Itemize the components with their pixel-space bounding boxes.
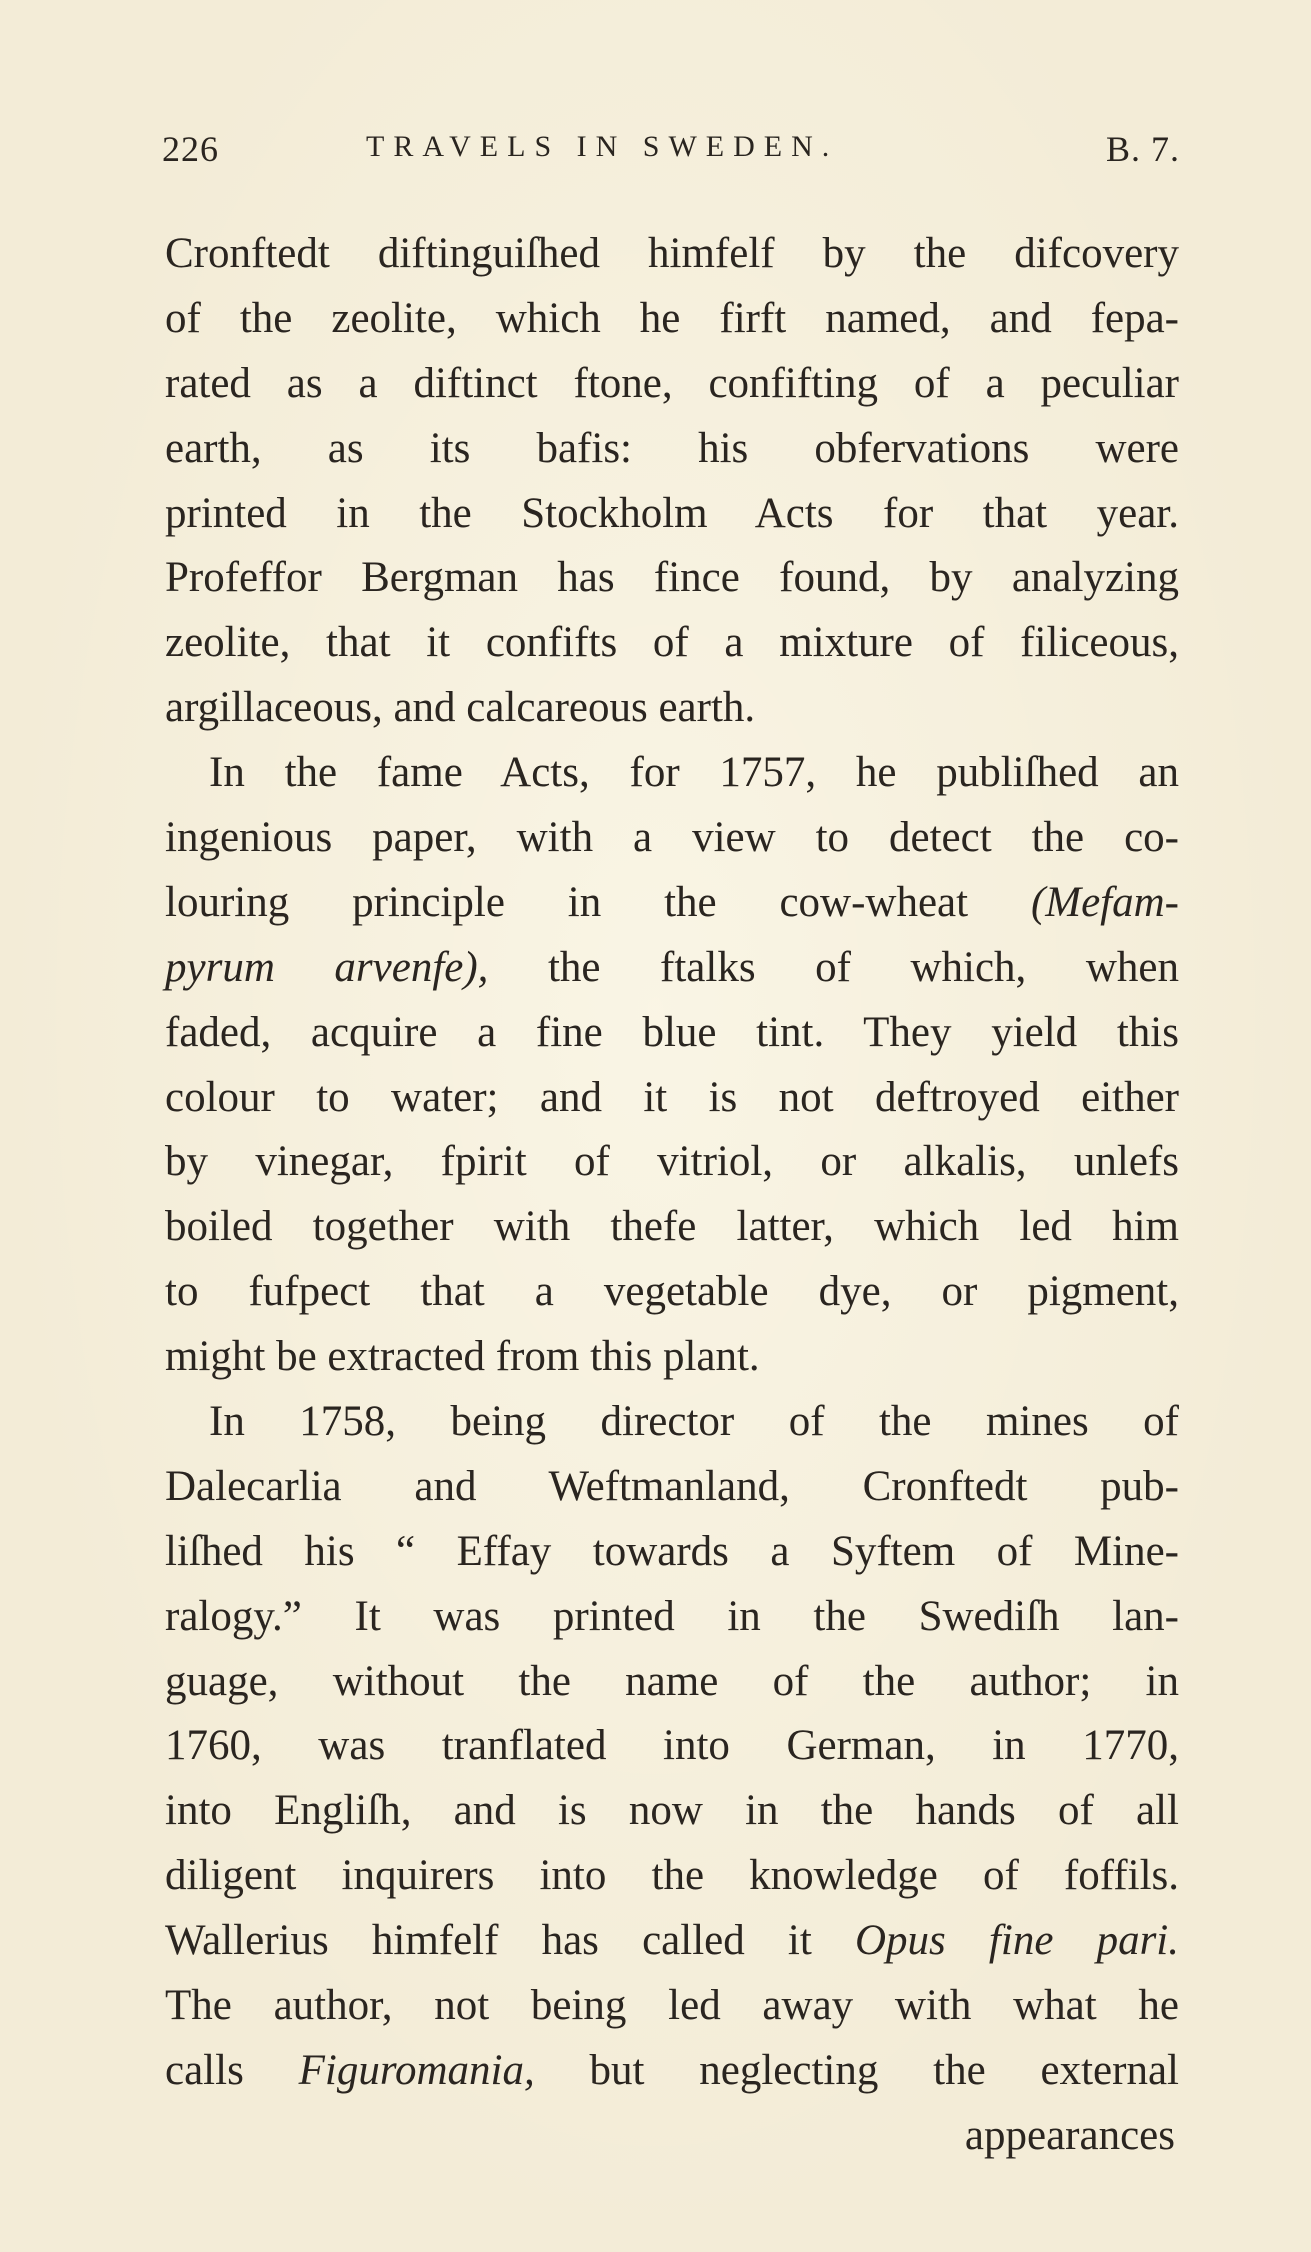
text-line: ralogy.” It was printed in the Swediſh lan-	[165, 1592, 1179, 1640]
text-line: zeolite, that it confifts of a mixture of filiceous,	[165, 619, 1179, 667]
body-text	[165, 222, 1179, 2169]
text-line: diligent inquirers into the knowledge of foffils.	[165, 1852, 1179, 1900]
catchword: appearances	[964, 2111, 1175, 2159]
text-line: pyrum arvenfe), the ftalks of which, when	[165, 943, 1179, 991]
text-line: boiled together with thefe latter, which led him	[165, 1203, 1179, 1251]
text-line: In 1758, being director of the mines of	[209, 1398, 1179, 1446]
text-line: argillaceous, and calcareous earth.	[165, 684, 756, 732]
text-line: to fufpect that a vegetable dye, or pigment,	[165, 1268, 1179, 1316]
text-line: by vinegar, fpirit of vitriol, or alkalis, unlefs	[165, 1138, 1179, 1186]
running-header	[162, 128, 1180, 184]
text-line: louring principle in the cow-wheat (Mefam-	[165, 878, 1179, 926]
book-number: B. 7.	[1105, 129, 1180, 169]
text-line: earth, as its bafis: his obfervations were	[165, 424, 1179, 472]
text-line: faded, acquire a fine blue tint. They yield this	[165, 1008, 1179, 1056]
text-line: rated as a diftinct ftone, confifting of a peculiar	[165, 359, 1179, 407]
text-line: might be extracted from this plant.	[165, 1333, 760, 1381]
text-line: Dalecarlia and Weftmanland, Cronftedt pub-	[165, 1462, 1179, 1510]
page-number: 226	[162, 129, 219, 169]
text-line: Wallerius himfelf has called it Opus fine pari.	[165, 1917, 1179, 1965]
text-line: liſhed his “ Effay towards a Syftem of Mine-	[165, 1527, 1179, 1575]
text-line: In the fame Acts, for 1757, he publiſhed an	[209, 749, 1179, 797]
running-title: TRAVELS IN SWEDEN.	[366, 130, 839, 163]
text-line: of the zeolite, which he firft named, and fepa-	[165, 294, 1179, 342]
text-line: Cronftedt diftinguiſhed himfelf by the difcovery	[165, 230, 1179, 277]
text-line: Profeffor Bergman has fince found, by analyzing	[165, 554, 1179, 602]
text-line: The author, not being led away with what he	[165, 1982, 1179, 2030]
text-line: colour to water; and it is not deftroyed either	[165, 1073, 1179, 1121]
text-line: 1760, was tranflated into German, in 1770,	[165, 1722, 1179, 1770]
text-line: calls Figuromania, but neglecting the external	[165, 2046, 1179, 2094]
text-line: into Engliſh, and is now in the hands of all	[165, 1787, 1179, 1835]
text-line: guage, without the name of the author; in	[165, 1657, 1179, 1705]
text-line: printed in the Stockholm Acts for that year.	[165, 489, 1179, 537]
text-line: ingenious paper, with a view to detect the co-	[165, 814, 1179, 862]
